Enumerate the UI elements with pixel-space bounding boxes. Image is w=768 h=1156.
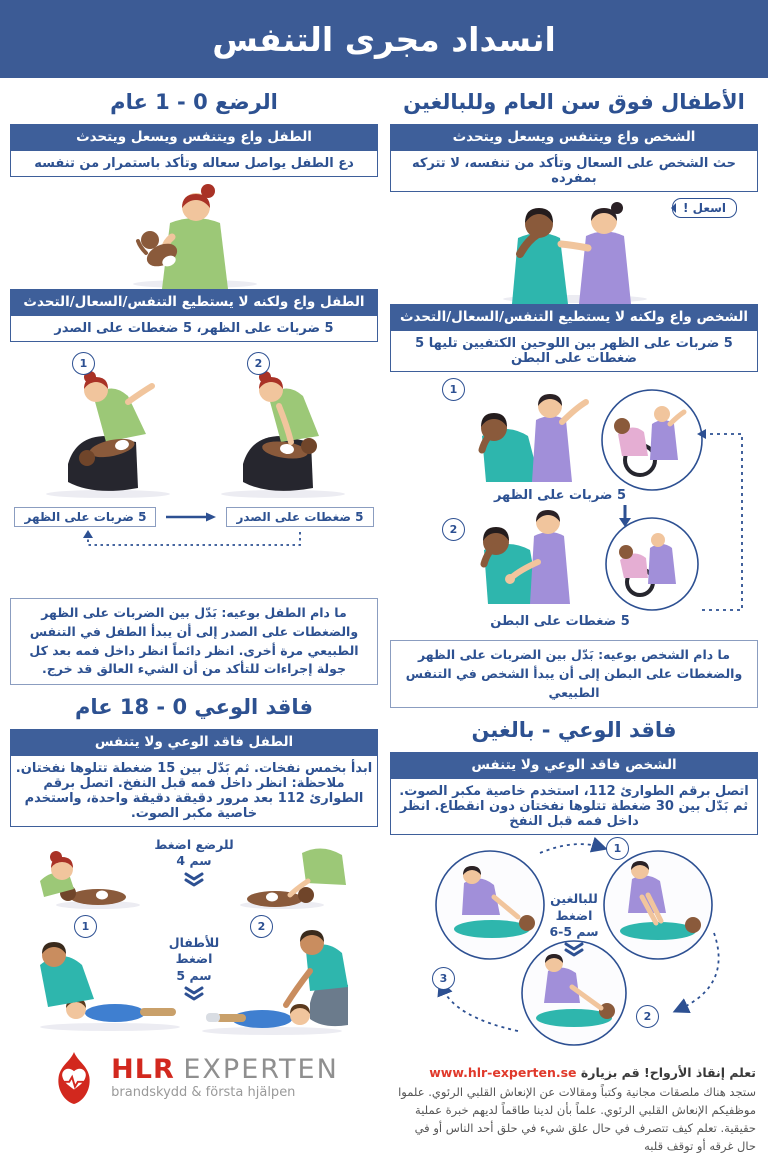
adult-step-1-label: 5 ضربات على الظهر — [493, 488, 627, 503]
infants-note: ما دام الطفل بوعيه: بَدّل بين الضربات على الظهر والضغطات على الصدر إلى أن يبدأ الطفل في التنفس الطبيعي مرة أخرى. انظر دائماً انظر داخل فمه بعد كل جولة إجراءات للتأكد من أن الشيء العالق قد خرج. — [10, 598, 378, 685]
adults-column-title: الأطفال فوق سن العام وللبالغين — [403, 90, 745, 114]
infants-unconscious-header: الطفل فاقد الوعي ولا يتنفس — [10, 729, 378, 756]
infant-steps-labels — [10, 504, 378, 530]
poster-header — [0, 0, 768, 78]
infant-step-1-label: 5 ضربات على الظهر — [14, 507, 156, 527]
cpr-cycle-step-2-badge: 2 — [636, 1005, 659, 1028]
brand-name-experten: EXPERTEN — [183, 1054, 339, 1085]
down-arrow-icon — [618, 504, 632, 528]
infant-compression-depth-label: للرضع اضغط 4 سم — [154, 837, 234, 888]
child-compression-depth-label: للأطفال اضغط 5 سم — [154, 935, 234, 1002]
infants-column — [10, 78, 378, 1106]
flame-heart-logo-icon — [49, 1050, 99, 1106]
infants-column-title: الرضع 0 - 1 عام — [110, 90, 278, 114]
infants-unconscious-title: فاقد الوعي 0 - 18 عام — [74, 695, 314, 719]
adult-back-blows-abdominal-thrusts-illustration — [390, 372, 758, 630]
adults-column — [390, 78, 758, 1156]
adults-unconscious-title: فاقد الوعي - بالغين — [471, 718, 677, 743]
poster-title: انسداد مجرى التنفس — [212, 19, 556, 59]
repeat-loop-dotted-arrow — [10, 530, 378, 554]
press-down-icon — [183, 986, 205, 1002]
infants-blocked-instruction: 5 ضربات على الظهر، 5 ضغطات على الصدر — [10, 316, 378, 342]
adult-step-2-label: 5 ضغطات على البطن — [490, 614, 630, 629]
infant-steps-figures — [10, 342, 378, 502]
press-down-icon — [563, 942, 585, 958]
brand-name-hlr: HLR — [111, 1054, 175, 1085]
child-cpr-step-1-badge: 1 — [74, 915, 97, 938]
right-arrow-icon — [166, 512, 216, 522]
adults-unconscious-instruction: اتصل برقم الطوارئ 112، استخدم خاصية مكبر الصوت. ثم بَدّل بين 30 ضغطة تتلوها نفختان دون انقطاع. انظر داخل فمه قبل النفخ — [390, 779, 758, 835]
press-down-icon — [183, 872, 205, 888]
adults-blocked-instruction: 5 ضربات على الظهر بين اللوحين الكتفيين تليها 5 ضغطات على البطن — [390, 331, 758, 372]
infant-holding-figures — [10, 177, 378, 289]
website-link[interactable]: www.hlr-experten.se — [429, 1065, 577, 1081]
infants-conscious-header: الطفل واع ويتنفس ويسعل ويتحدث — [10, 124, 378, 151]
adults-unconscious-header: الشخص فاقد الوعي ولا يتنفس — [390, 752, 758, 779]
infant-step-2-label: 5 ضغطات على الصدر — [226, 507, 373, 527]
promo-block — [390, 1065, 758, 1155]
infants-blocked-header: الطفل واع ولكنه لا يستطيع التنفس/السعال/التحدث — [10, 289, 378, 316]
cpr-cycle-step-3-badge: 3 — [432, 967, 455, 990]
brand-logo-text — [111, 1056, 339, 1100]
promo-body: ستجد هناك ملصقات مجانية وكتباً ومقالات عن الإنعاش القلبي الرئوي. علموا موظفيكم الإنعاش القلبي الرئوي. علماً بأن لدينا طاقماً لديهم خبرة عملية حقيقية. تعلم كيف تتصرف في حال علق شيء في حلق أحد الناس أو في حال غرقه أو توقف قلبه — [398, 1085, 756, 1153]
child-cpr-step-2-badge: 2 — [250, 915, 273, 938]
brand-logo — [10, 1050, 378, 1106]
infants-conscious-instruction: دع الطفل يواصل سعاله وتأكد باستمرار من تنفسه — [10, 151, 378, 177]
infants-unconscious-instruction: ابدأ بخمس نفخات. ثم بَدّل بين 15 ضغطة تتلوها نفختان. ملاحظة: انظر داخل فمه قبل النفخ. اتصل برقم الطوارئ 112 بعد مرور دقيقة دقيقة واحدة، واستخدم خاصية مكبر الصوت. — [10, 756, 378, 827]
cpr-cycle-step-1-badge: 1 — [606, 837, 629, 860]
infant-holding-illustration — [10, 177, 378, 289]
speech-bubble — [672, 198, 737, 218]
adult-step-2-badge: 2 — [442, 518, 465, 541]
adults-conscious-header: الشخص واع ويتنفس ويسعل ويتحدث — [390, 124, 758, 151]
adult-cpr-cycle-illustration — [390, 837, 758, 1059]
adults-note: ما دام الشخص بوعيه: بَدّل بين الضربات على الظهر والضغطات على البطن إلى أن يبدأ الشخص في التنفس الطبيعي — [390, 640, 758, 708]
adult-compression-depth-label: للبالغين اضغط 6-5 سم — [534, 891, 614, 958]
adults-conscious-instruction: حث الشخص على السعال وتأكد من تنفسه، لا تتركه بمفرده — [390, 151, 758, 192]
speech-bubble-text: اسعل ! — [683, 201, 727, 215]
infant-back-blows-chest-thrusts-illustration — [10, 342, 378, 502]
infant-step-1-badge: 1 — [72, 352, 95, 375]
infant-step-2-badge: 2 — [247, 352, 270, 375]
adult-step-1-badge: 1 — [442, 378, 465, 401]
adult-choking-illustration — [390, 192, 758, 304]
adults-blocked-header: الشخص واع ولكنه لا يستطيع التنفس/السعال/التحدث — [390, 304, 758, 331]
brand-tagline: brandskydd & första hjälpen — [111, 1085, 296, 1100]
child-cpr-illustration — [10, 831, 378, 1036]
promo-title: تعلم إنقاذ الأرواح! قم بزيارة www.hlr-experten.se — [429, 1065, 756, 1081]
